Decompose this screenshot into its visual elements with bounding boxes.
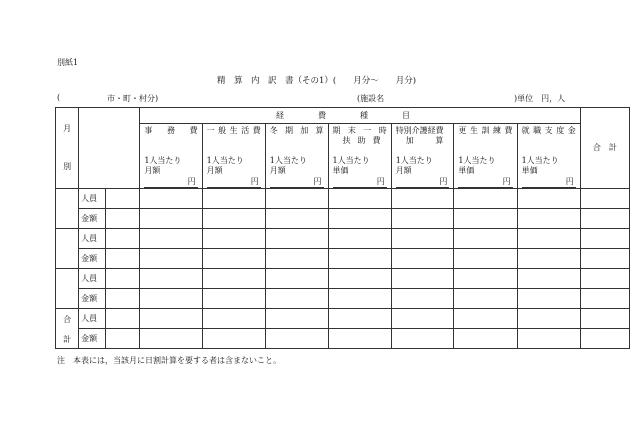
month-cell[interactable] [56,269,79,309]
blank-header [79,108,140,189]
data-cell[interactable] [517,269,580,289]
data-cell[interactable] [140,309,202,329]
data-cell[interactable] [265,189,328,209]
data-cell[interactable] [580,229,629,249]
unit-label: )単位 円，人 [514,94,566,103]
data-cell[interactable] [454,229,517,249]
data-cell[interactable] [265,269,328,289]
expense-header: 経費種目 [140,108,580,124]
people-label: 人員 [79,189,106,209]
data-cell[interactable] [140,269,202,289]
data-cell[interactable] [580,249,629,269]
data-cell[interactable] [391,329,454,349]
data-cell[interactable] [140,289,202,309]
amount-label: 金額 [79,289,106,309]
data-cell[interactable] [106,209,140,229]
category-header: 一 般 生 活 費 1人当たり 月額 円 [202,124,265,189]
data-cell[interactable] [580,309,629,329]
data-cell[interactable] [106,189,140,209]
data-cell[interactable] [391,289,454,309]
data-cell[interactable] [106,309,140,329]
municipality-label: 市・町・村分) [107,94,159,103]
table-row [56,289,630,309]
data-cell[interactable] [202,229,265,249]
data-cell[interactable] [265,209,328,229]
data-cell[interactable] [202,329,265,349]
data-cell[interactable] [454,209,517,229]
total-month-cell[interactable]: 合 計 [56,309,79,349]
month-header: 月 別 [56,108,79,189]
settlement-table [55,107,630,349]
month-cell[interactable] [56,189,79,229]
form-id: 別紙1 [57,58,79,67]
data-cell[interactable] [140,249,202,269]
data-cell[interactable] [454,289,517,309]
category-header: 冬 期 加 算 1人当たり 月額 円 [265,124,328,189]
data-cell[interactable] [391,249,454,269]
data-cell[interactable] [265,229,328,249]
data-cell[interactable] [140,189,202,209]
data-cell[interactable] [328,269,391,289]
data-cell[interactable] [265,309,328,329]
data-cell[interactable] [580,189,629,209]
data-cell[interactable] [140,209,202,229]
data-cell[interactable] [202,309,265,329]
people-label: 人員 [79,229,106,249]
data-cell[interactable] [265,249,328,269]
data-cell[interactable] [106,329,140,349]
data-cell[interactable] [202,209,265,229]
month-cell[interactable] [56,229,79,269]
footnote: 注 本表には，当該月に日割計算を要する者は含まないこと。 [57,356,281,365]
data-cell[interactable] [391,209,454,229]
data-cell[interactable] [517,189,580,209]
category-header: 事 務 費 1人当たり 月額 円 [140,124,202,189]
data-cell[interactable] [391,309,454,329]
page-title: 精 算 内 訳 書（その1）( 月分～ 月分) [217,76,417,86]
data-cell[interactable] [106,289,140,309]
data-cell[interactable] [517,249,580,269]
data-cell[interactable] [391,189,454,209]
data-cell[interactable] [391,269,454,289]
data-cell[interactable] [140,329,202,349]
paren-open: ( [57,93,61,102]
data-cell[interactable] [454,189,517,209]
data-cell[interactable] [140,229,202,249]
category-header: 就 職 支 度 金 1人当たり 単価 円 [517,124,580,189]
data-cell[interactable] [580,329,629,349]
data-cell[interactable] [202,249,265,269]
category-header: 更 生 訓 練 費 1人当たり 単価 円 [454,124,517,189]
table-row [56,269,630,289]
amount-label: 金額 [79,329,106,349]
table-row [56,309,630,329]
data-cell[interactable] [328,189,391,209]
data-cell[interactable] [265,289,328,309]
data-cell[interactable] [454,329,517,349]
people-label: 人員 [79,309,106,329]
data-cell[interactable] [517,289,580,309]
data-cell[interactable] [580,289,629,309]
total-header: 合 計 [580,108,629,189]
data-cell[interactable] [202,269,265,289]
data-cell[interactable] [454,269,517,289]
data-cell[interactable] [580,269,629,289]
table-row [56,189,630,209]
data-cell[interactable] [391,229,454,249]
data-cell[interactable] [454,249,517,269]
data-cell[interactable] [517,329,580,349]
data-cell[interactable] [328,309,391,329]
data-cell[interactable] [517,209,580,229]
data-cell[interactable] [517,309,580,329]
data-cell[interactable] [580,209,629,229]
people-label: 人員 [79,269,106,289]
amount-label: 金額 [79,209,106,229]
data-cell[interactable] [265,329,328,349]
data-cell[interactable] [328,329,391,349]
category-header: 期 末 一 時 扶 助 費 1人当たり 単価 円 [328,124,391,189]
table-row [56,329,630,349]
data-cell[interactable] [454,309,517,329]
table-row [56,209,630,229]
data-cell[interactable] [106,249,140,269]
facility-label: (施設名 [357,94,385,103]
data-cell[interactable] [106,269,140,289]
data-cell[interactable] [328,289,391,309]
data-cell[interactable] [328,249,391,269]
table-row [56,249,630,269]
data-cell[interactable] [328,229,391,249]
data-cell[interactable] [517,229,580,249]
category-header: 特別介護経費 加 算 1人当たり 月額 円 [391,124,454,189]
data-cell[interactable] [202,189,265,209]
data-cell[interactable] [328,209,391,229]
data-cell[interactable] [106,229,140,249]
table-row [56,229,630,249]
amount-label: 金額 [79,249,106,269]
data-cell[interactable] [202,289,265,309]
